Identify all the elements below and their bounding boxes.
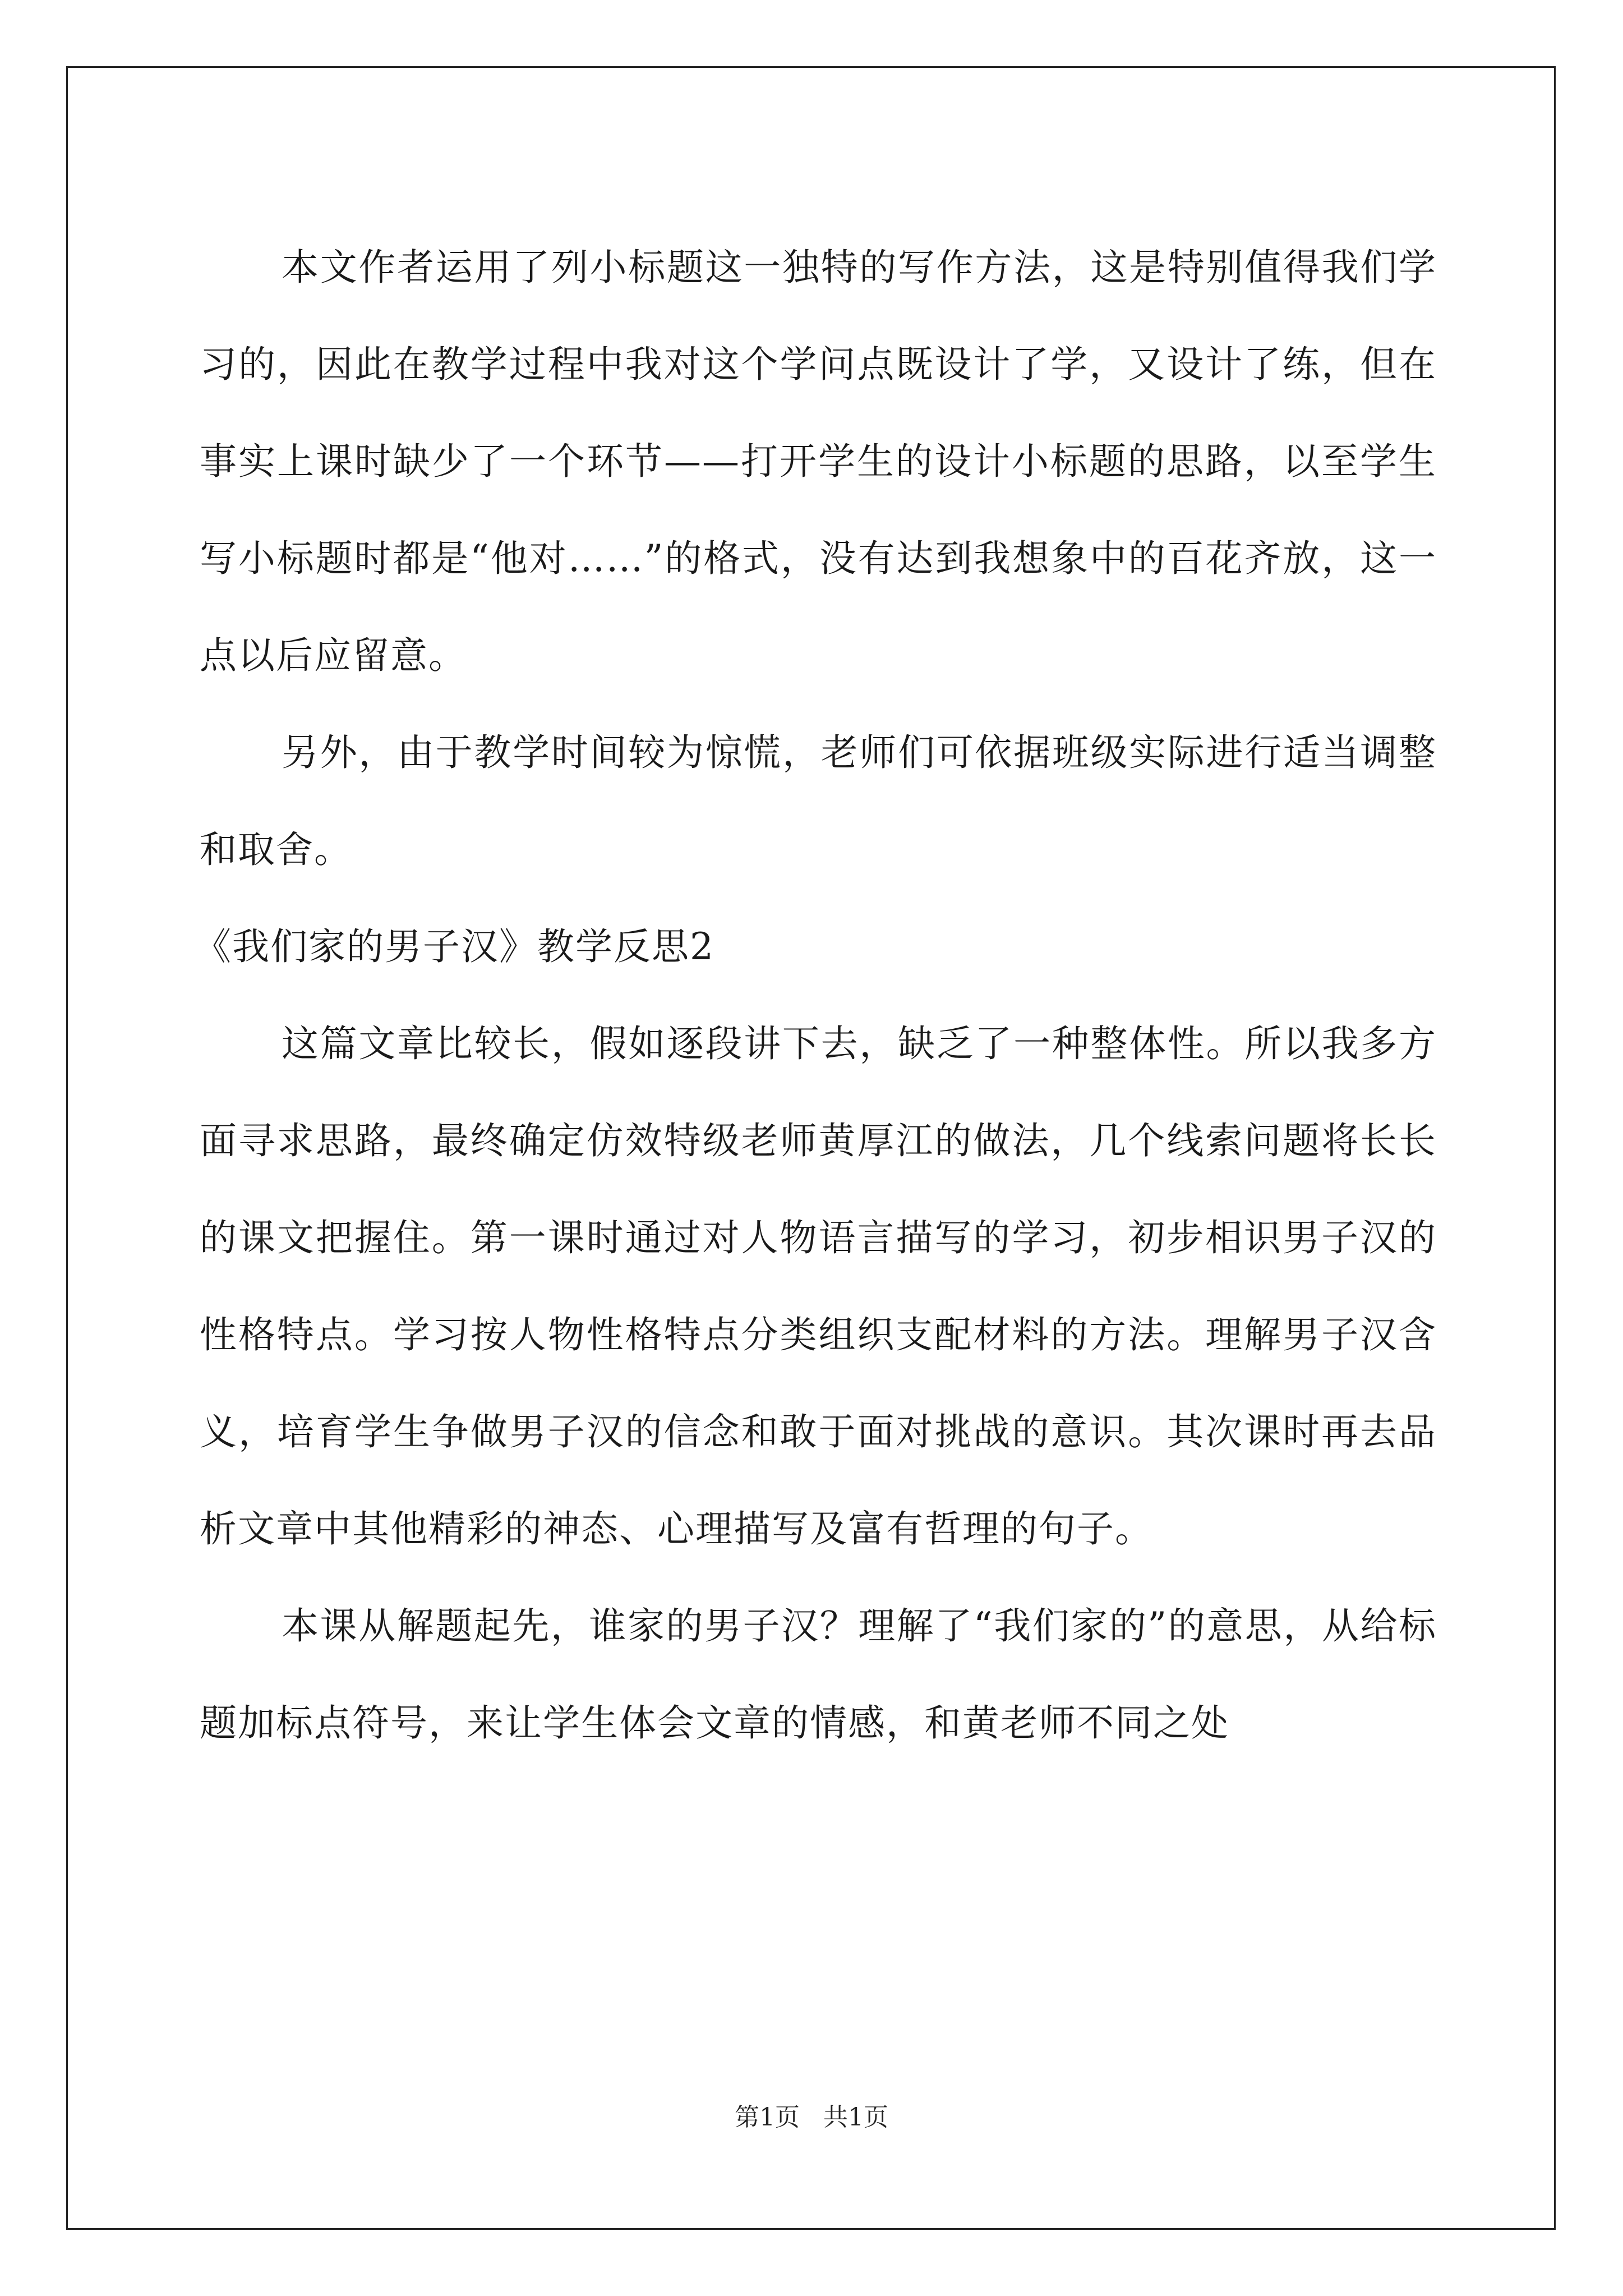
paragraph-3: 这篇文章比较长，假如逐段讲下去，缺乏了一种整体性。所以我多方面寻求思路，最终确定仿效特级老师黄厚江的做法，几个线索问题将长长的课文把握住。第一课时通过对人物语言描写的学习，初步相识男子汉的性格特点。学习按人物性格特点分类组织支配材料的方法。理解男子汉含义，培育学生争做男子汉的信念和敢于面对挑战的意识。其次课时再去品析文章中其他精彩的神态、心理描写及富有哲理的句子。 <box>200 1022 1437 1550</box>
paragraph-2: 另外，由于教学时间较为惊慌，老师们可依据班级实际进行适当调整和取舍。 <box>200 731 1437 871</box>
page-footer <box>0 2101 1623 2134</box>
paragraph-1: 本文作者运用了列小标题这一独特的写作方法，这是特别值得我们学习的，因此在教学过程中我对这个学问点既设计了学，又设计了练，但在事实上课时缺少了一个环节——打开学生的设计小标题的思路，以至学生写小标题时都是“他对……”的格式，没有达到我想象中的百花齐放，这一点以后应留意。 <box>200 246 1437 677</box>
document-body <box>194 219 1437 1772</box>
page-number: 第1页 <box>735 2103 800 2132</box>
section-title: 《我们家的男子汉》教学反思2 <box>194 925 714 968</box>
page-total: 共1页 <box>823 2103 888 2132</box>
paragraph-4: 本课从解题起先，谁家的男子汉？理解了“我们家的”的意思，从给标题加标点符号，来让学生体会文章的情感，和黄老师不同之处 <box>200 1604 1437 1745</box>
